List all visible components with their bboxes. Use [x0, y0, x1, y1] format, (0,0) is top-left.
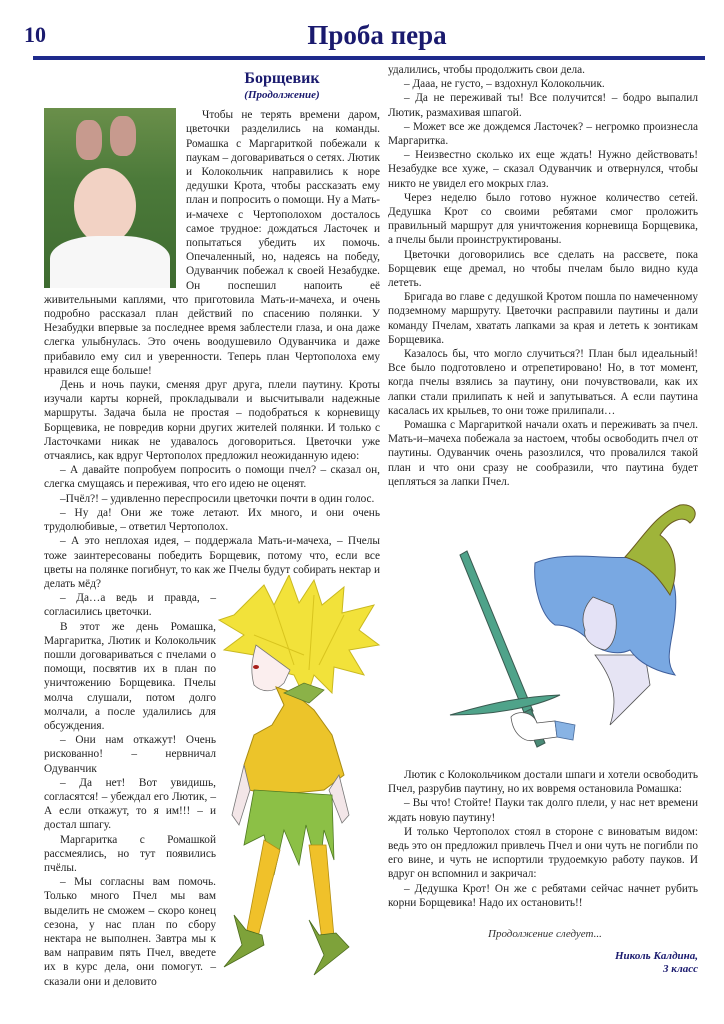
bellflower-character-with-sword-drawing [445, 485, 710, 750]
paragraph: Маргаритка с Ромашкой рассмеялись, но тут появились пчёлы. [44, 833, 216, 874]
paragraph: – Да не переживай ты! Все получится! – бодро выпалил Лютик, размахивая шпагой. [388, 92, 698, 119]
paragraph: – Да…а ведь и правда, – согласились цветочки. [44, 592, 216, 619]
dandelion-hair [219, 575, 379, 700]
sword-blade [460, 551, 533, 715]
paragraph: И только Чертополох стоял в стороне с виноватым видом: ведь это он предложил привлечь Пчел и они чуть не погибли по его вине, и чуть не испортили трудоемкую работу пауков. И вдруг он вспомнил и закричал: [388, 825, 698, 881]
paragraph: – Они нам откажут! Очень рискованно! – нервничал Одуванчик [44, 734, 216, 775]
bellflower-face [583, 597, 616, 650]
author-class: 3 класс [663, 963, 698, 975]
article-subtitle: (Продолжение) [244, 89, 320, 101]
neck [595, 655, 650, 725]
paragraph: удалились, чтобы продолжить свои дела. [388, 64, 585, 76]
paragraph: –Пчёл?! – удивленно переспросили цветочки почти в один голос. [60, 492, 375, 505]
photo-hair-bun-left [76, 120, 102, 160]
right-column-bottom [388, 768, 698, 910]
photo-collar [50, 236, 170, 288]
article-title: Борщевик [244, 70, 320, 87]
page-number: 10 [24, 22, 46, 47]
photo-hair-bun-right [110, 116, 136, 156]
paragraph: Ромашка с Маргариткой начали охать и переживать за пчел. Мать-и–мачеха побежала за настоем, чтобы освободить пчел от паутины. Одуванчик очень разозлился, что провалился такой план и что они сразу не сообразили, что паутина будет цепляться за лапки Пчел. [388, 419, 698, 488]
photo-face [74, 168, 136, 244]
paragraph: – А это неплохая идея, – поддержала Мать-и-мачеха, – Пчелы тоже заинтересованы победить Борщевик, потому что, если все цветы на полянке погибнут, то как же Пчелы будут собирать нектар и делать мёд? [44, 535, 380, 590]
sword-crossguard [450, 695, 560, 715]
paragraph: – Ну да! Они же тоже летают. Их много, и они очень трудолюбивые, – ответил Чертополох. [44, 506, 380, 534]
author-name: Николь Калдина, [614, 950, 698, 962]
sleeve [555, 721, 575, 740]
paragraph: – Неизвестно сколько их еще ждать! Нужно действовать! Незабудке все хуже, – сказал Одуванчик и отвернулся, чтобы никто не увидел его мокрых глаз. [388, 149, 698, 190]
header-rule [33, 56, 705, 60]
paragraph: – Дааа, не густо, – вздохнул Колокольчик. [404, 78, 605, 91]
paragraph: – А давайте попробуем попросить о помощи пчел? – сказал он, слегка смущаясь и переживая, что его идею не оценят. [44, 464, 380, 491]
paragraph: Лютик с Колокольчиком достали шпаги и хотели освободить Пчел, разрубив паутину, но их вовремя остановила Ромашка: [388, 769, 698, 796]
section-title: Проба пера [307, 20, 447, 50]
paragraph: Цветочки договорились все сделать на рассвете, пока Борщевик еще дремал, но чтобы пчелам было видно куда лететь. [388, 248, 698, 290]
paragraph: Казалось бы, что могло случиться?! План был идеальный! Все было подготовлено и отрепетировано! Но, в тот момент, когда пчелы взялись за паутину, они почувствовали, как их лапки стали прилипать к ней и запутываться. А если паутина касалась их крыльев, то они тоже прилипали… [388, 348, 698, 417]
paragraph: День и ночь пауки, сменяя друг друга, плели паутину. Кроты изучали карты корней, прокладывали и высчитывали надежные маршруты. Задача была не простая – подобраться к корневищу Борщевика, не повредив корни других жителей полянки. И только с Ласточками никак не удавалось договориться. Цветочки уже отчаялись, как вдруг Чертополох предложил неожиданную идею: [44, 379, 380, 463]
paragraph: – Мы согласны вам помочь. Только много Пчел мы вам выделить не сможем – скоро конец сезона, у нас план по сбору нектара не выполнен. Завтра мы к вам направим пять Пчел, введете их в курс дела, они помогут. – сказали они и деловито [44, 876, 216, 988]
continuation-note: Продолжение следует... [488, 928, 602, 940]
author-signature [615, 950, 698, 976]
dandelion-lips [253, 665, 259, 669]
paragraph: Бригада во главе с дедушкой Кротом пошла по намеченному подземному маршруту. Цветочки расправили паутины и дали команду Пчелам, хватать лапками за края и лететь к зонтикам Борщевика. [388, 291, 698, 346]
paragraph: Через неделю было готово нужное количество сетей. Дедушка Крот со своими ребятами смог проложить правильный маршрут для уничтожения корневища Борщевика, а пчелы были проинструктированы. [388, 191, 698, 247]
paragraph: – Да нет! Вот увидишь, согласятся! – убеждал его Лютик, – А если откажут, то я им!!! – и достал шпагу. [44, 776, 216, 832]
dandelion-character-drawing [214, 575, 384, 980]
dandelion-jacket [244, 687, 344, 795]
paragraph: Чтобы не терять времени даром, цветочки разделились на команды. Ромашка с Маргариткой побежали к паукам – договариваться о сетях. Лютик и Колокольчик направились к норе дедушки Крота, чтобы рассказать ему план и попросить о помощи. Ну а Мать-и-мачехе с Чертополохом досталось самое трудное: дождаться Ласточек и попытаться убедить их помочь. Опечаленный, но, надеясь на победу, Одуванчик побежал к своей Незабудке. Он поспешил напоить её живительными каплями, что приготовила Мать-и-мачеха, и очень подробно рассказал план действий по спасению полянки. У Незабудки впервые за последнее время заблестели глаза, и она даже слегка улыбнулась. Это очень воодушевило Одуванчика и даже прибавило ему сил и уверенности. Теперь план Чертополоха ему нравился еще больше! [44, 109, 380, 377]
right-column-top [388, 63, 698, 489]
paragraph: – Вы что! Стойте! Пауки так долго плели, у нас нет времени ждать новую паутину! [388, 797, 698, 824]
paragraph: – Дедушка Крот! Он же с ребятами сейчас начнет рубить корни Борщевика! Надо их остановить!! [388, 882, 698, 909]
paragraph: В этот же день Ромашка, Маргаритка, Лютик и Колокольчик пошли договариваться с пчелами о помощи, посвятив их в план по уничтожению Борщевика. Пчелы молча слушали, потом долго молчали, а после удалились для обсуждения. [44, 620, 216, 732]
left-narrow-column [44, 591, 216, 989]
paragraph: – Может все же дождемся Ласточек? – негромко произнесла Маргаритка. [388, 120, 698, 148]
dandelion-leg-left [246, 840, 280, 937]
author-photo [44, 108, 176, 288]
